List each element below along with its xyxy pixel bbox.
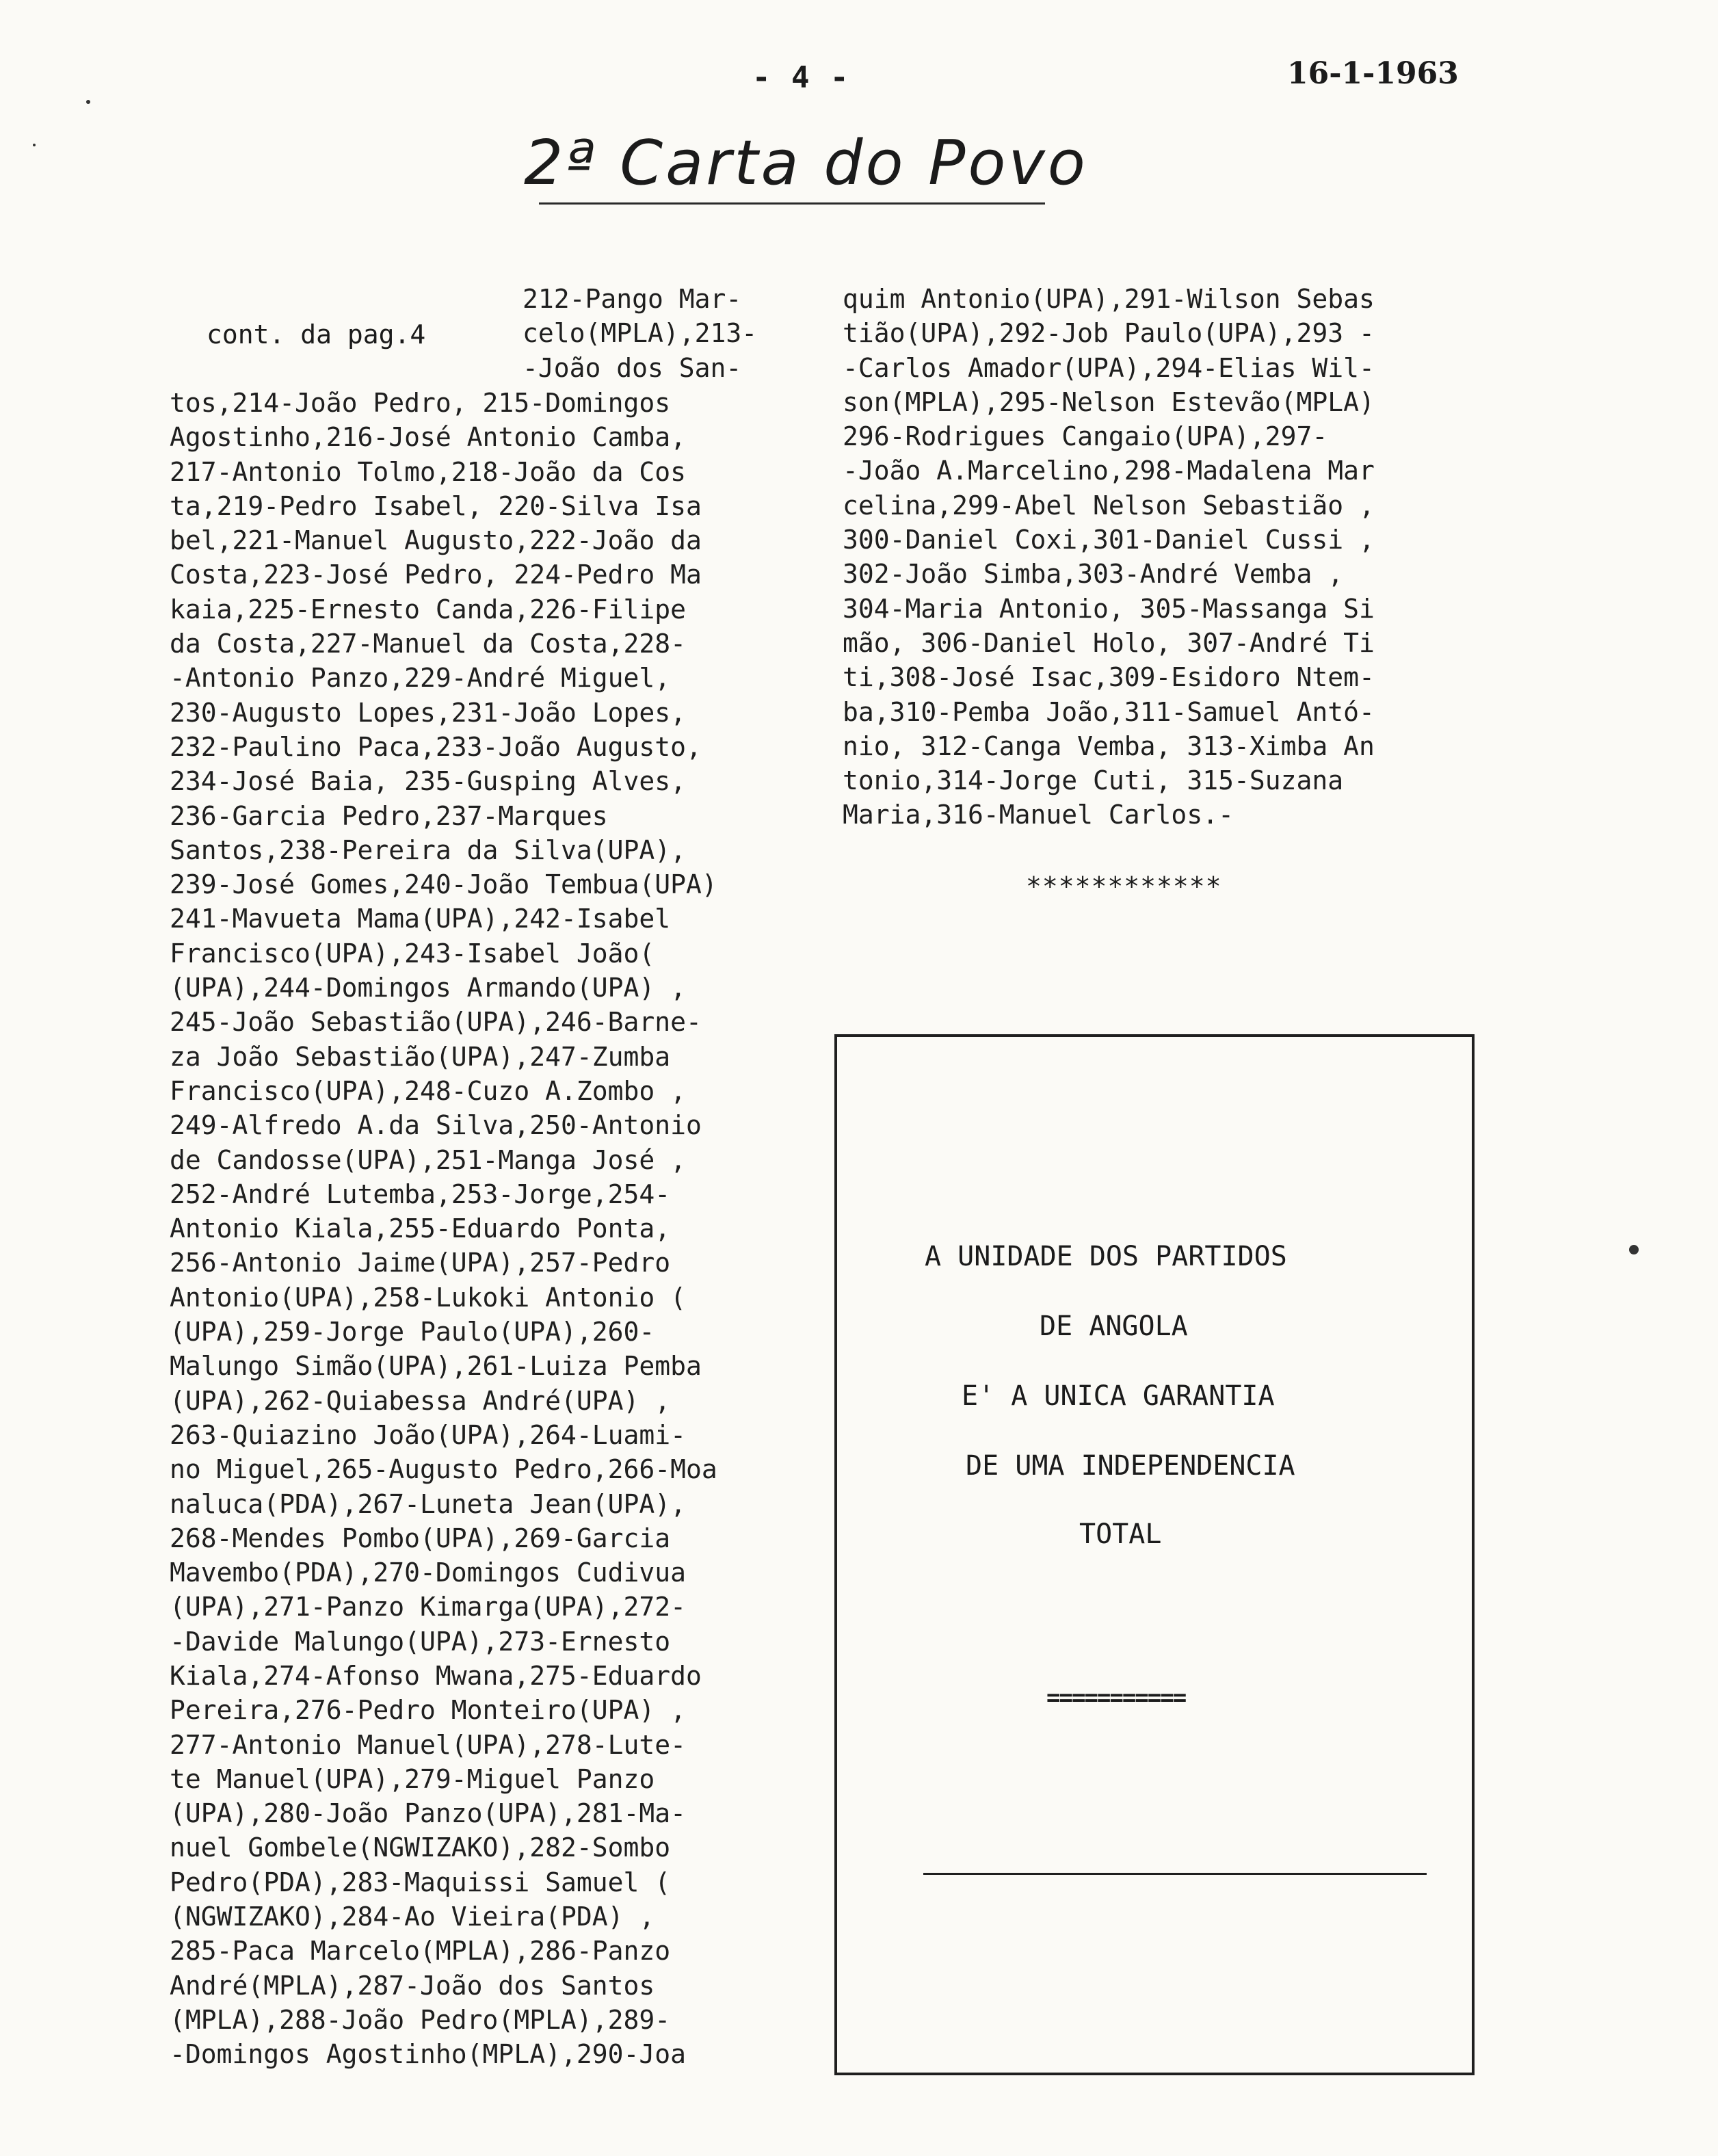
slogan-line: A UNIDADE DOS PARTIDOS [925,1241,1287,1272]
box-rule [923,1873,1427,1875]
left-column-top: 212-Pango Mar- celo(MPLA),213- -João dos San- [523,284,758,383]
slogan-line: DE ANGOLA [1040,1311,1188,1342]
title-underline [539,202,1045,205]
slogan-line: TOTAL [1079,1519,1162,1550]
ink-speck [33,144,36,146]
slogan-divider: =========== [1046,1684,1186,1711]
ink-speck [1629,1245,1639,1254]
page-title: 2ª Carta do Povo [524,127,1088,199]
ink-speck [86,100,90,104]
date: 16-1-1963 [1287,56,1459,91]
right-column: quim Antonio(UPA),291-Wilson Sebas tião(UPA),292-Job Paulo(UPA),293 - -Carlos Amador(UPA),294-Elias Wil- son(MPLA),295-Nelson Estevão(MPLA) 296-Rodrigues Cangaio(UPA),297- -João A.Marcelino,298-Madalena Mar celina,299-Abel Nelson Sebastião , 300-Daniel Coxi,301-Daniel Cussi , 302-João Simba,303-André Vemba , 304-Maria Antonio, 305-Massanga Si mão, 306-Daniel Holo, 307-André Ti ti,308-José Isac,309-Esidoro Ntem- ba,310-Pemba João,311-Samuel Antó- nio, 312-Canga Vemba, 313-Ximba An tonio,314-Jorge Cuti, 315-Suzana Maria,316-Manuel Carlos.- [843,284,1375,830]
continuation-label: cont. da pag.4 [207,319,426,350]
slogan-line: DE UMA INDEPENDENCIA [966,1450,1295,1482]
page-number: - 4 - [752,60,850,95]
left-column: tos,214-João Pedro, 215-Domingos Agostinho,216-José Antonio Camba, 217-Antonio Tolmo,218-João da Cos ta,219-Pedro Isabel, 220-Silva Isa bel,221-Manuel Augusto,222-João da Costa,223-José Pedro, 224-Pedro Ma kaia,225-Ernesto Canda,226-Filipe da Costa,227-Manuel da Costa,228- -Antonio Panzo,229-André Miguel, 230-Augusto Lopes,231-João Lopes, 232-Paulino Paca,233-João Augusto, 234-José Baia, 235-Gusping Alves, 236-Garcia Pedro,237-Marques Santos,238-Pereira da Silva(UPA), 239-José Gomes,240-João Tembua(UPA) 241-Mavueta Mama(UPA),242-Isabel Francisco(UPA),243-Isabel João( (UPA),244-Domingos Armando(UPA) , 245-João Sebastião(UPA),246-Barne- za João Sebastião(UPA),247-Zumba Francisco(UPA),248-Cuzo A.Zombo , 249-Alfredo A.da Silva,250-Antonio de Candosse(UPA),251-Manga José , 252-André Lutemba,253-Jorge,254- Antonio Kiala,255-Eduardo Ponta, 256-Antonio Jaime(UPA),257-Pedro Antonio(UPA),258-Lukoki Antonio ( (UPA),259-Jorge Paulo(UPA),260- Malungo Simão(UPA),261-Luiza Pemba (UPA),262-Quiabessa André(UPA) , 263-Quiazino João(UPA),264-Luami- no Miguel,265-Augusto Pedro,266-Moa naluca(PDA),267-Luneta Jean(UPA), 268-Mendes Pombo(UPA),269-Garcia Mavembo(PDA),270-Domingos Cudivua (UPA),271-Panzo Kimarga(UPA),272- -Davide Malungo(UPA),273-Ernesto Kiala,274-Afonso Mwana,275-Eduardo Pereira,276-Pedro Monteiro(UPA) , 277-Antonio Manuel(UPA),278-Lute- te Manuel(UPA),279-Miguel Panzo (UPA),280-João Panzo(UPA),281-Ma- nuel Gombele(NGWIZAKO),282-Sombo Pedro(PDA),283-Maquissi Samuel ( (NGWIZAKO),284-Ao Vieira(PDA) , 285-Paca Marcelo(MPLA),286-Panzo André(MPLA),287-João dos Santos (MPLA),288-João Pedro(MPLA),289- -Domingos Agostinho(MPLA),290-Joa [170,388,717,2070]
slogan-line: E' A UNICA GARANTIA [962,1380,1275,1412]
separator: ************ [1026,871,1222,902]
slogan-box [834,1034,1475,2075]
